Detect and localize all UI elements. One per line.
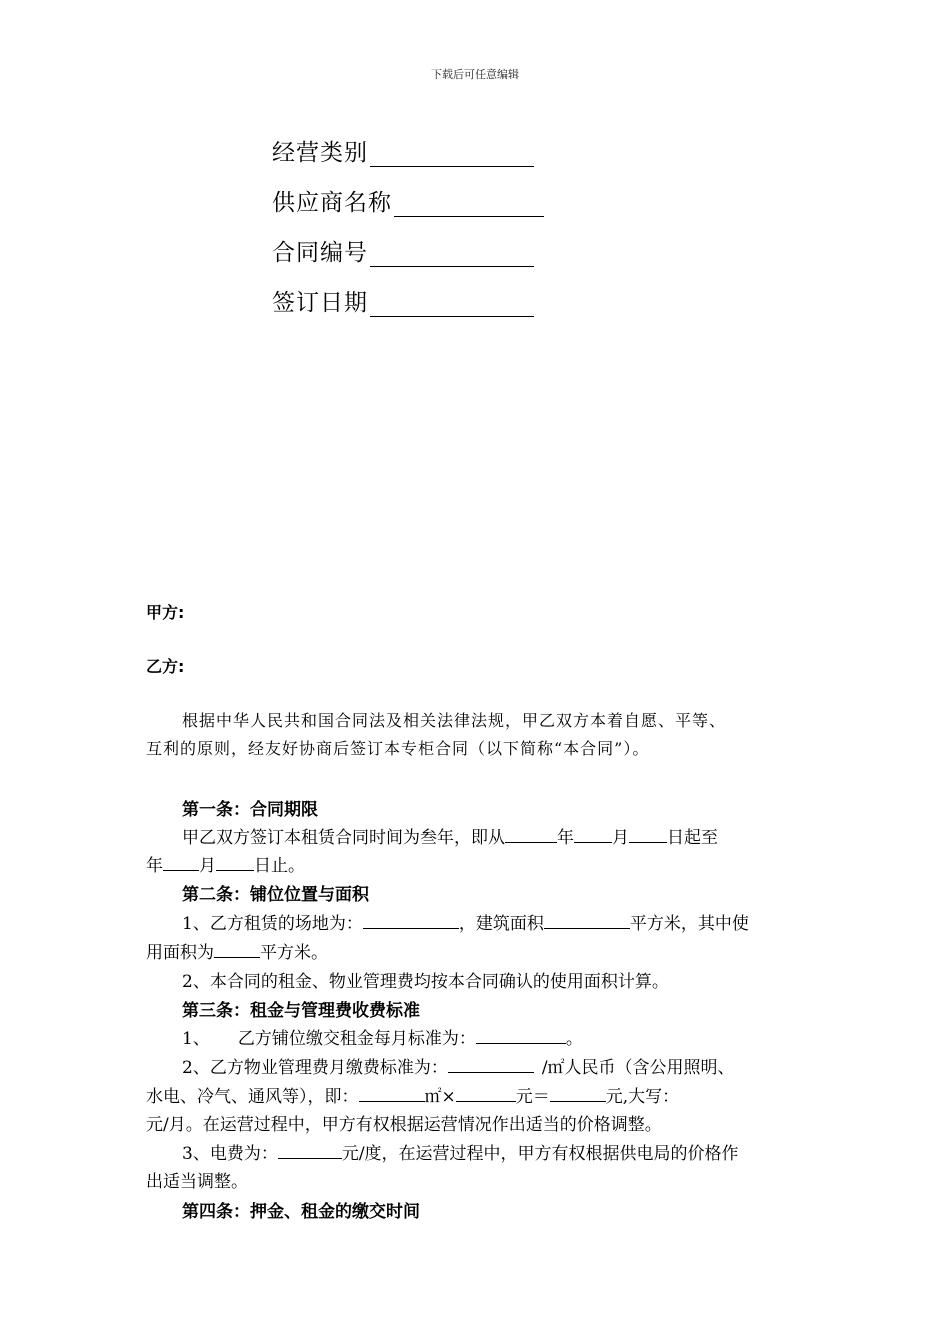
text: ，建筑面积: [458, 914, 544, 934]
blank-line: [544, 913, 630, 929]
text: 元/度，在运营过程中，甲方有权根据供电局的价格作: [341, 1144, 739, 1164]
cover-field-category: [272, 134, 534, 167]
article-3-item-3-line-1: [182, 1139, 739, 1164]
cover-field-blank: [394, 192, 544, 217]
party-b-label: 乙方:: [146, 657, 185, 676]
text: /㎡人民币（含公用照明、: [541, 1058, 735, 1078]
text: 元,大写：: [605, 1087, 680, 1107]
text: 日起至: [667, 828, 718, 848]
text: 日止。: [254, 856, 305, 876]
page-header: 下载后可任意编辑: [431, 68, 519, 81]
text: 甲乙双方签订本租赁合同时间为叁年，即从: [182, 828, 505, 848]
blank-line: [214, 942, 260, 958]
article-1-line-1: [182, 823, 718, 848]
cover-field-label: 经营类别: [272, 140, 368, 166]
text: 。: [565, 1029, 583, 1049]
blank-line: [163, 855, 199, 871]
text: 年: [146, 856, 163, 876]
text: 平方米。: [260, 943, 328, 963]
text: ㎡×: [424, 1087, 456, 1107]
article-2-title: 第二条：铺位位置与面积: [182, 885, 369, 905]
text: 2、乙方物业管理费月缴费标准为：: [182, 1058, 448, 1078]
party-a-label: 甲方:: [146, 603, 185, 622]
article-3-item-2-line-3: 元/月。在运营过程中，甲方有权根据运营情况作出适当的价格调整。: [146, 1115, 662, 1135]
cover-field-blank: [370, 142, 534, 167]
cover-field-blank: [370, 292, 534, 317]
text: 平方米，其中使: [629, 914, 749, 934]
blank-line: [456, 1086, 516, 1102]
text: 3、电费为：: [182, 1144, 278, 1164]
cover-field-label: 合同编号: [272, 240, 368, 266]
article-3-item-2-line-1: [182, 1053, 735, 1078]
article-3-item-1: [182, 1024, 583, 1049]
article-2-line-1: [182, 909, 749, 934]
text: 年: [557, 828, 574, 848]
blank-line: [359, 1086, 425, 1102]
text: 水电、冷气、通风等），即：: [146, 1087, 359, 1107]
cover-field-label: 供应商名称: [272, 190, 392, 216]
text: 月: [199, 856, 216, 876]
article-2-line-2: [146, 938, 328, 963]
intro-line-2: 互利的原则，经友好协商后签订本专柜合同（以下简称“本合同”）。: [146, 739, 650, 758]
blank-line: [216, 855, 254, 871]
blank-line: [505, 827, 557, 843]
text: 用面积为: [146, 943, 214, 963]
cover-field-contract-no: [272, 234, 534, 267]
text: 1、乙方租赁的场地为：: [182, 914, 363, 934]
article-4-title: 第四条：押金、租金的缴交时间: [182, 1202, 420, 1222]
intro-line-1: 根据中华人民共和国合同法及相关法律法规，甲乙双方本着自愿、平等、: [182, 711, 727, 730]
cover-field-sign-date: [272, 284, 534, 317]
article-1-title: 第一条：合同期限: [182, 800, 318, 820]
text: 乙方铺位缴交租金每月标准为：: [237, 1029, 476, 1049]
blank-line: [363, 913, 459, 929]
blank-line: [550, 1086, 606, 1102]
blank-line: [476, 1028, 566, 1044]
blank-line: [278, 1143, 342, 1159]
cover-field-blank: [370, 242, 534, 267]
blank-line: [574, 827, 612, 843]
article-1-line-2: [146, 851, 305, 876]
article-3-item-3-line-2: 出适当调整。: [146, 1172, 248, 1192]
text: 1、: [182, 1029, 210, 1049]
article-2-line-3: 2、本合同的租金、物业管理费均按本合同确认的使用面积计算。: [182, 972, 669, 992]
cover-field-label: 签订日期: [272, 290, 368, 316]
cover-field-supplier: [272, 184, 544, 217]
article-3-item-2-line-2: [146, 1082, 679, 1107]
text: 元＝: [515, 1087, 550, 1107]
article-3-title: 第三条：租金与管理费收费标准: [182, 1001, 420, 1021]
blank-line: [448, 1057, 534, 1073]
blank-line: [629, 827, 667, 843]
text: 月: [612, 828, 629, 848]
